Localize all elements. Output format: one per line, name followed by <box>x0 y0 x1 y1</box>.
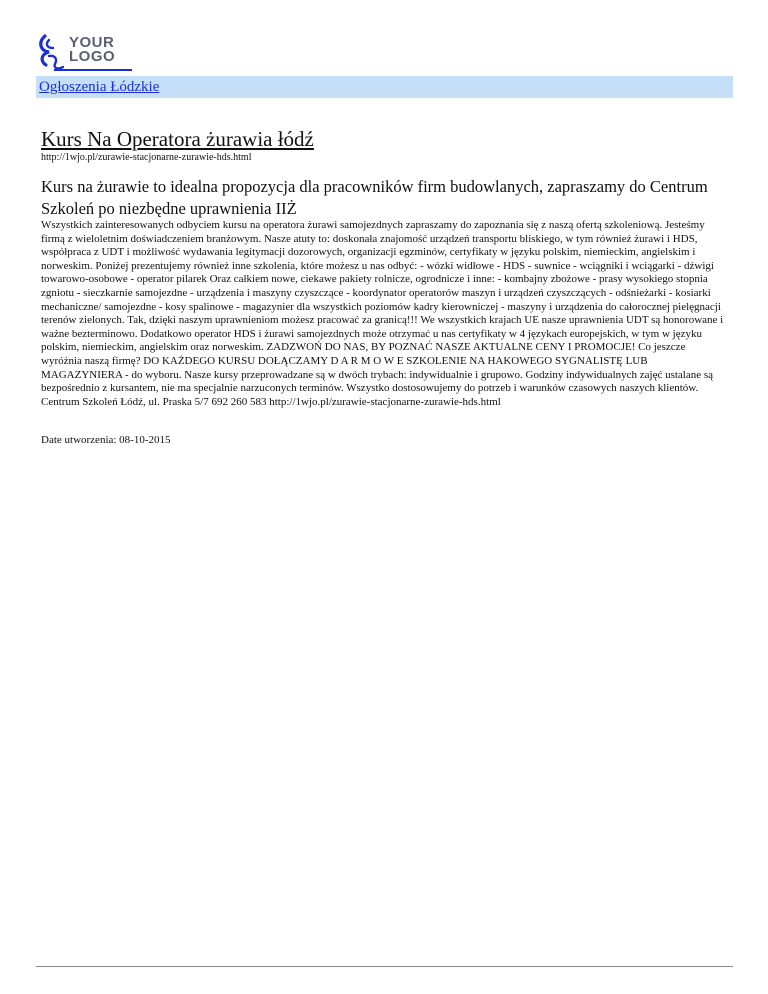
source-url: http://1wjo.pl/zurawie-stacjonarne-zurawie-hds.html <box>41 152 252 163</box>
logo-line-1: YOUR <box>69 34 115 51</box>
creation-date: Date utworzenia: 08-10-2015 <box>41 434 171 446</box>
article-body: Wszystkich zainteresowanych odbyciem kursu na operatora żurawi samojezdnych zapraszamy do zapoznania się z naszą ofertą szkoleniową. Jesteśmy firmą z wieloletnim doświadczeniem branżowym. Nasze atuty to: doskonała znajomość urządzeń transportu bliskiego, w tym również żurawi i HDS, współpraca z UDT i możliwość wydawania legitymacji dozorowych, organizacji egzminów, certyfikaty w języku polskim, niemieckim, angielskim i norweskim. Poniżej prezentujemy również inne szkolenia, które możesz u nas odbyć: - wózki widłowe - HDS - suwnice - wciągniki i wciągarki - dźwigi towarowo-osobowe - operator pilarek Oraz całkiem nowe, ciekawe pakiety rolnicze, ogrodnicze i inne: - kombajny zbożowe - prasy wysokiego stopnia zgniotu - sieczkarnie samojezdne - urządzenia i maszyny czyszczące - koordynator operatorów maszyn i urządzeń czyszczących - odśnieżarki - kosiarki mechaniczne/ samojezdne - kosy spalinowe - magazynier dla wszystkich poziomów kadry kierowniczej - maszyny i urządzenia do całorocznej pielęgnacji terenów zielonych. Tak, dzięki naszym uprawnieniom możesz pracować za granicą!!! We wszystkich krajach UE nasze uprawnienia UDT są honorowane i ważne bezterminowo. Dodatkowo operator HDS i żurawi samojezdnych może otrzymać u nas certyfikaty w 4 językach europejskich, w tym w języku polskim, niemieckim, angielskim oraz norweskim. ZADZWOŃ DO NAS, BY POZNAĆ NASZE AKTUALNE CENY I PROMOCJE! Co jeszcze wyróżnia naszą firmę? DO KAŻDEGO KURSU DOŁĄCZAMY D A R M O W E SZKOLENIE NA HAKOWEGO SYGNALISTĘ LUB MAGAZYNIERA - do wyboru. Nasze kursy przeprowadzane są w dwóch trybach: indywidualnie i grupowo. Godziny indywidualnych zajęć ustalane są bezpośrednio z kursantem, nie ma specjalnie narzuconych terminów. Wszystko dostosowujemy do potrzeb i warunków czasowych naszych klientów. Centrum Szkoleń Łódź, ul. Praska 5/7 692 260 583 http://1wjo.pl/zurawie-stacjonarne-zurawie-hds.html <box>41 219 724 408</box>
logo-text <box>69 36 115 64</box>
nav-bar <box>36 76 733 98</box>
footer-divider <box>36 966 733 967</box>
logo-underline <box>54 69 132 71</box>
page-title[interactable]: Kurs Na Operatora żurawia łódź <box>41 127 314 151</box>
nav-link-ogloszenia[interactable]: Ogłoszenia Łódzkie <box>39 79 160 95</box>
logo-line-2: LOGO <box>69 48 116 65</box>
logo-link[interactable] <box>36 34 140 72</box>
swirl-logo-icon <box>36 34 70 72</box>
article-subtitle: Kurs na żurawie to idealna propozycja dla pracowników firm budowlanych, zapraszamy do Centrum Szkoleń po niezbędne uprawnienia IIŻ <box>41 177 708 218</box>
